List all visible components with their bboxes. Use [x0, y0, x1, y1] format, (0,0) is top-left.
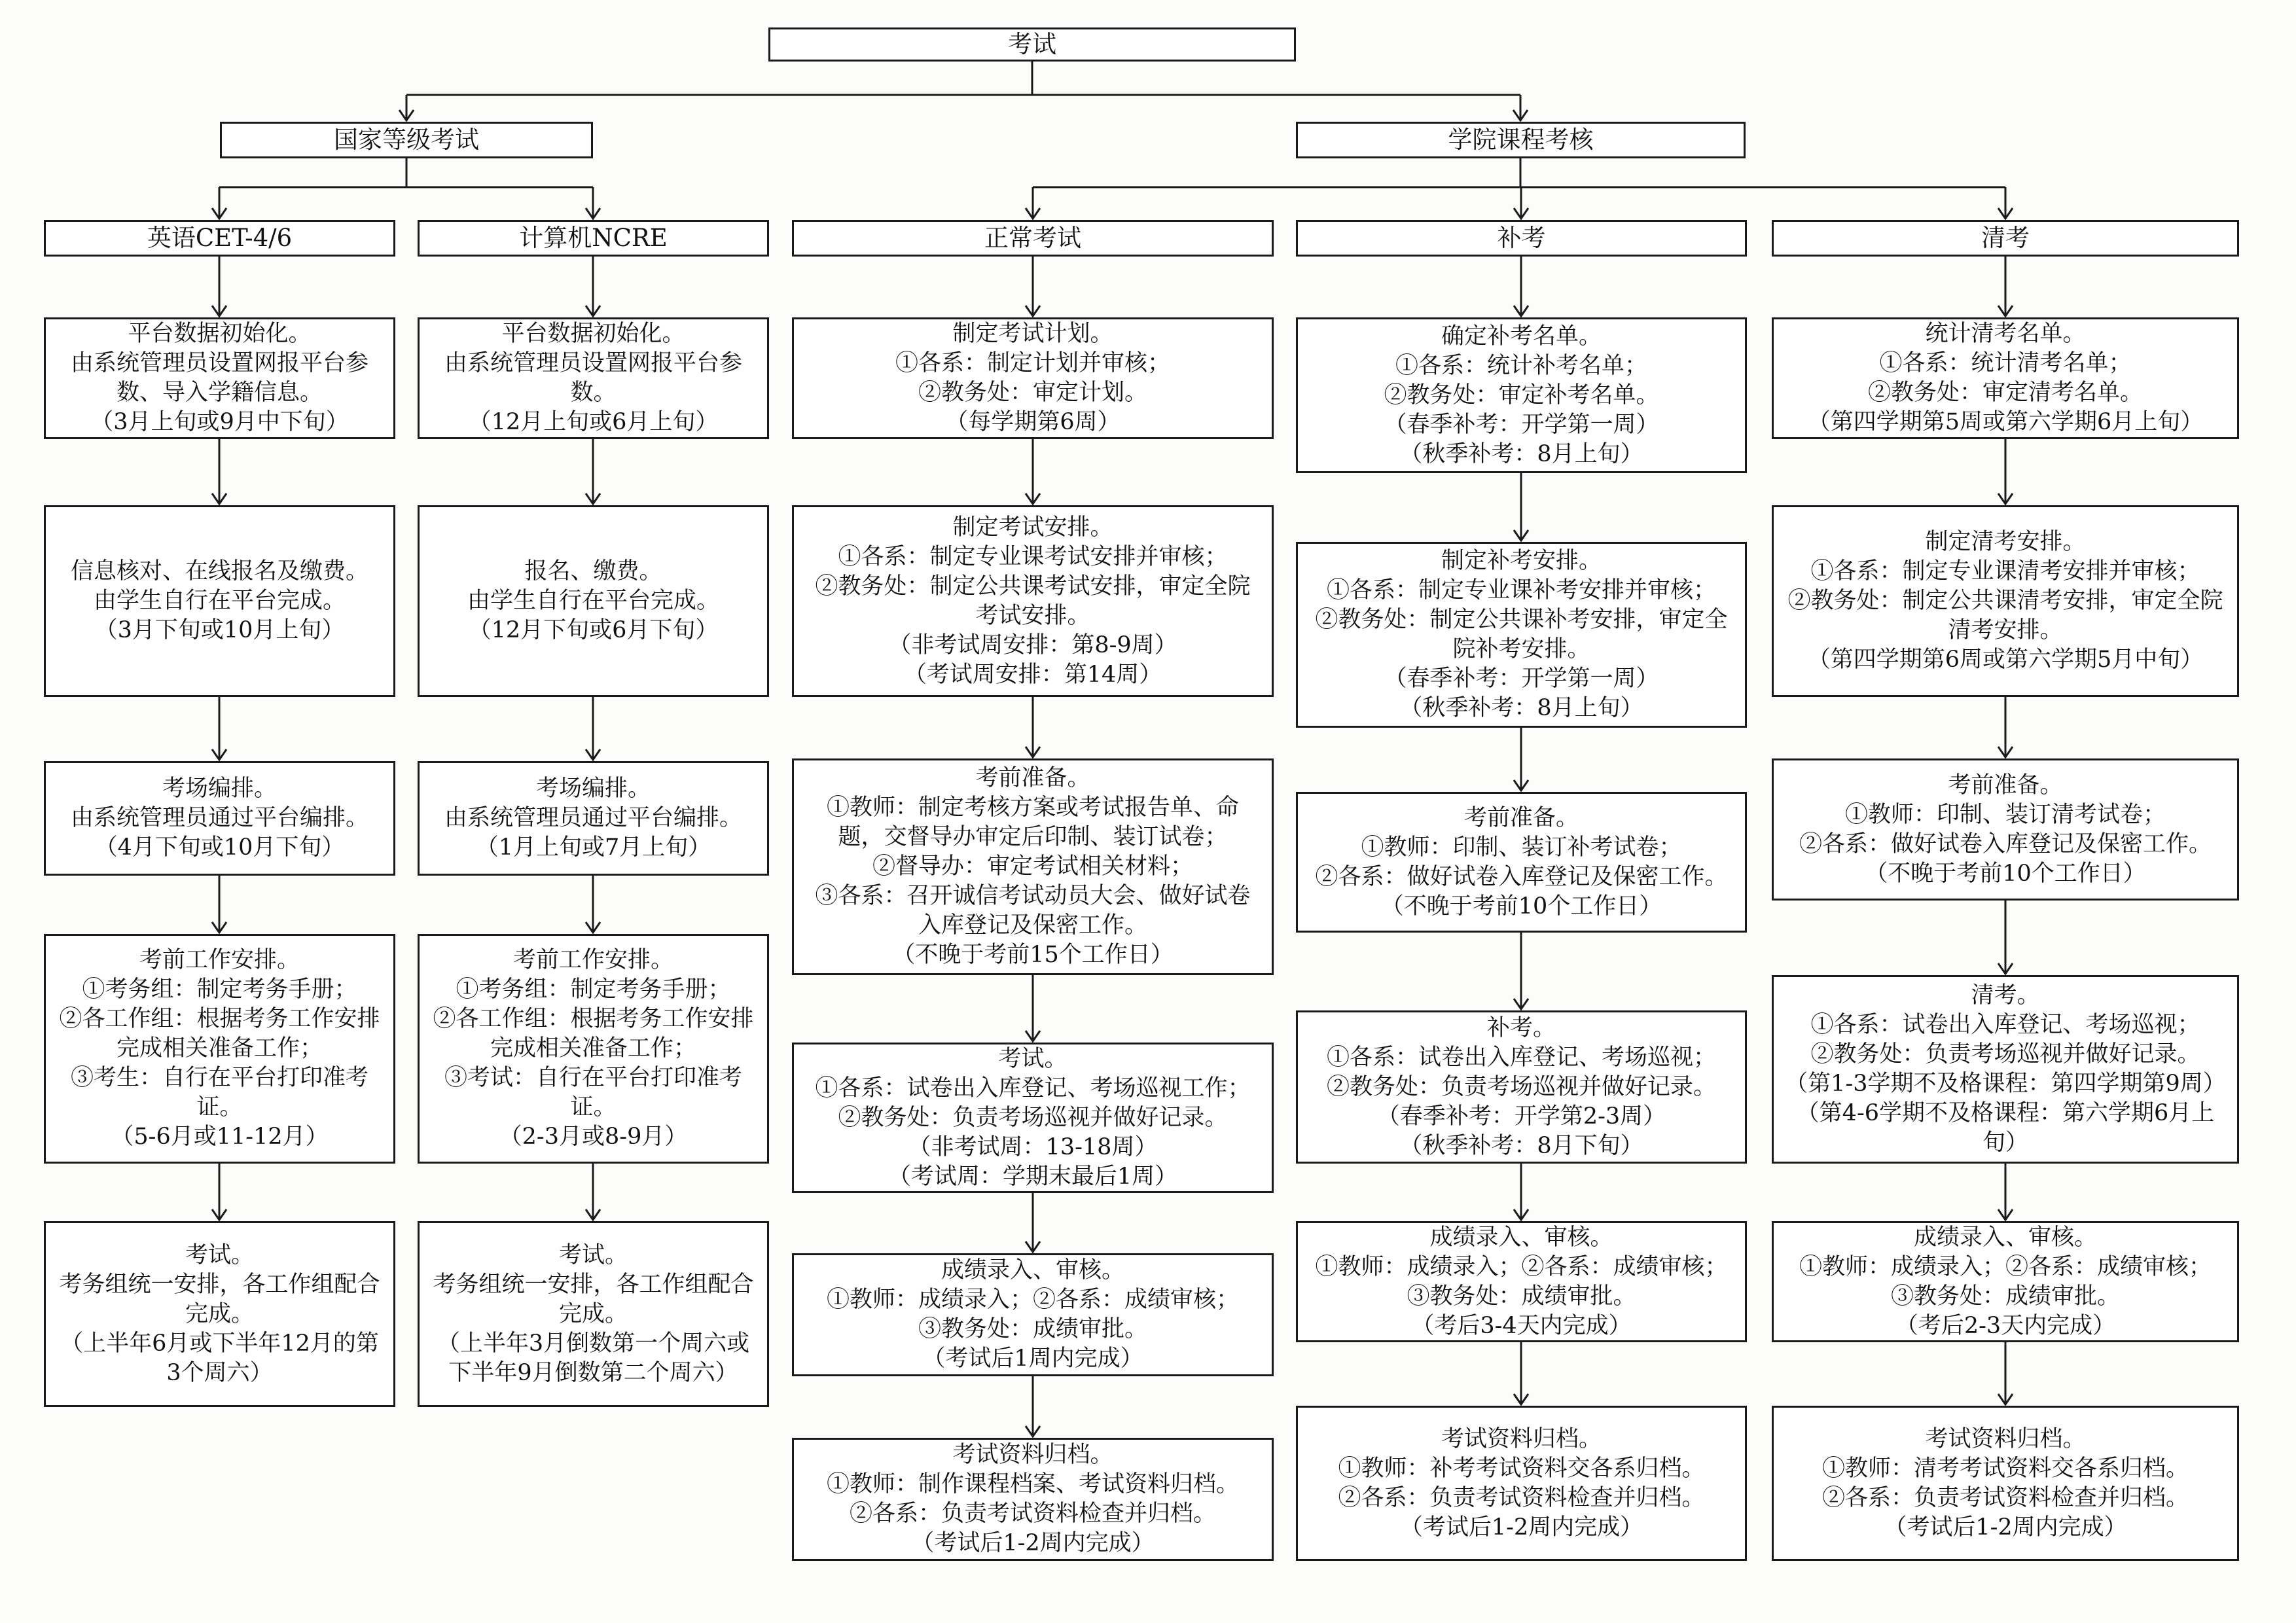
step-line: 成绩录入、审核。 — [1429, 1224, 1613, 1251]
step-line: （第1-3学期不及格课程：第四学期第9周） — [1785, 1071, 2226, 1097]
step-line: 由系统管理员设置网报平台参数。 — [444, 350, 742, 406]
step-line: （上半年6月或下半年12月的第3个周六） — [60, 1330, 379, 1386]
step-line: ②教务处：负责考场巡视并做好记录。 — [838, 1104, 1228, 1131]
step-line: （5-6月或11-12月） — [111, 1124, 329, 1150]
cet-step-room-arrangement — [44, 761, 395, 876]
step-line: 由系统管理员通过平台编排。 — [444, 805, 742, 831]
step-line: （考后2-3天内完成） — [1895, 1312, 2116, 1339]
flow-arrow — [1026, 187, 1040, 219]
flow-arrow — [1514, 473, 1528, 541]
step-line: （12月上旬或6月上旬） — [468, 409, 719, 435]
step-line: 平台数据初始化。 — [501, 321, 685, 347]
step-line: ②教务处：审定计划。 — [918, 380, 1147, 406]
regular-step-exam-plan — [792, 317, 1274, 439]
step-line: ②督导办：审定考试相关材料； — [872, 853, 1193, 880]
flow-arrow — [1026, 439, 1040, 504]
step-line: 制定考试计划。 — [952, 321, 1113, 347]
cet-header — [44, 220, 395, 257]
step-line: 考试。 — [998, 1045, 1067, 1072]
college-assessment-node — [1296, 122, 1746, 158]
cet-step-pre-exam-work — [44, 934, 395, 1164]
step-line: （3月上旬或9月中下旬） — [90, 409, 349, 435]
step-line: 考试。 — [185, 1241, 254, 1268]
step-line: ②各系：做好试卷入库登记及保密工作。 — [1799, 830, 2212, 857]
step-line: ①各系：试卷出入库登记、考场巡视； — [1810, 1012, 2200, 1038]
clearance-step-pre-exam-prep — [1772, 758, 2239, 901]
column-title: 正常考试 — [984, 224, 1081, 252]
step-line: （春季补考：开学第一周） — [1384, 666, 1659, 692]
step-line: ①教师：制定考核方案或考试报告单、命题，交督导办审定后印制、装订试卷； — [826, 794, 1239, 850]
flow-arrow — [586, 187, 600, 219]
step-line: 考前准备。 — [1948, 772, 2063, 798]
flow-arrow — [212, 439, 226, 504]
step-line: ②教务处：制定公共课考试安排，审定全院考试安排。 — [815, 573, 1251, 629]
flow-arrow — [212, 1164, 226, 1220]
step-line: （第四学期第6周或第六学期5月中旬） — [1807, 647, 2204, 673]
cet-step-registration — [44, 505, 395, 697]
step-line: 成绩录入、审核。 — [1913, 1224, 2097, 1251]
step-line: 补考。 — [1486, 1014, 1556, 1041]
flow-arrow — [586, 257, 600, 316]
step-line: （不晚于考前10个工作日） — [1380, 893, 1662, 919]
step-line: （春季补考：开学第2-3周） — [1376, 1103, 1666, 1130]
step-line: （考试后1-2周内完成） — [1884, 1514, 2127, 1541]
flow-arrow — [1026, 1193, 1040, 1252]
step-line: （考试周：学期末最后1周） — [888, 1163, 1178, 1190]
ncre-step-exam — [418, 1221, 769, 1407]
step-line: ①考务组：制定考务手册； — [82, 976, 357, 1003]
step-line: ③各系：召开诚信考试动员大会、做好试卷入库登记及保密工作。 — [815, 883, 1251, 938]
ncre-step-registration — [418, 505, 769, 697]
step-line: ①各系：制定计划并审核； — [895, 350, 1170, 376]
branch-title: 国家等级考试 — [334, 126, 479, 154]
flow-arrow — [586, 876, 600, 933]
makeup-step-grade-entry — [1296, 1221, 1747, 1342]
step-line: ①教师：成绩录入；②各系：成绩审核； — [1315, 1253, 1728, 1280]
flow-arrow — [1998, 439, 2013, 504]
step-line: 考试资料归档。 — [1441, 1425, 1602, 1452]
step-line: ③教务处：成绩审批。 — [1890, 1283, 2120, 1310]
clearance-step-archive — [1772, 1406, 2239, 1561]
step-line: （秋季补考：8月上旬） — [1399, 695, 1643, 721]
step-line: ①教师：印制、装订补考试卷； — [1361, 834, 1682, 861]
step-line: （非考试周：13-18周） — [908, 1133, 1158, 1160]
step-line: ②教务处：制定公共课补考安排，审定全院补考安排。 — [1315, 607, 1728, 662]
step-line: （春季补考：开学第一周） — [1384, 411, 1659, 438]
step-line: （考试后1-2周内完成） — [1399, 1514, 1643, 1541]
flow-arrow — [1514, 728, 1528, 791]
step-line: 考试。 — [558, 1241, 628, 1268]
national-exam-node — [220, 122, 593, 158]
flow-arrow — [1514, 1342, 1528, 1404]
step-line: ①各系：统计清考名单； — [1879, 350, 2132, 376]
flow-arrow — [1998, 1342, 2013, 1404]
column-title: 计算机NCRE — [519, 224, 668, 252]
step-line: ②教务处：负责考场巡视并做好记录。 — [1326, 1073, 1716, 1100]
step-line: 统计清考名单。 — [1925, 321, 2086, 347]
step-line: （秋季补考：8月上旬） — [1399, 440, 1643, 467]
step-line: 报名、缴费。 — [524, 558, 662, 584]
regular-exam-header — [792, 220, 1274, 257]
regular-step-grade-entry — [792, 1253, 1274, 1376]
flow-arrow — [212, 876, 226, 933]
step-line: 考试资料归档。 — [952, 1442, 1113, 1468]
makeup-step-pre-exam-prep — [1296, 792, 1747, 933]
regular-step-exam — [792, 1043, 1274, 1193]
step-line: 确定补考名单。 — [1441, 323, 1602, 349]
cet-step-exam — [44, 1221, 395, 1407]
step-line: 考前准备。 — [975, 765, 1090, 791]
step-line: （考后3-4天内完成） — [1411, 1312, 1632, 1339]
flow-arrow — [1026, 257, 1040, 316]
step-line: （考试周安排：第14周） — [903, 661, 1162, 688]
step-line: （不晚于考前10个工作日） — [1865, 860, 2146, 887]
cet-step-platform-init — [44, 317, 395, 439]
flow-arrow — [586, 439, 600, 504]
step-line: ②教务处：审定清考名单。 — [1867, 380, 2143, 406]
step-line: （上半年3月倒数第一个周六或下半年9月倒数第二个周六） — [437, 1330, 750, 1386]
step-line: 由学生自行在平台完成。 — [93, 588, 346, 614]
step-line: （每学期第6周） — [945, 409, 1121, 435]
step-line: （3月下旬或10月上旬） — [94, 617, 345, 643]
step-line: ②各系：做好试卷入库登记及保密工作。 — [1315, 863, 1728, 890]
step-line: 制定补考安排。 — [1441, 548, 1602, 574]
step-line: （不晚于考前15个工作日） — [892, 942, 1174, 968]
step-line: ②各工作组：根据考务工作安排完成相关准备工作； — [433, 1006, 754, 1061]
step-line: ②教务处：负责考场巡视并做好记录。 — [1810, 1041, 2200, 1067]
flow-arrow — [399, 95, 414, 120]
step-line: ①各系：试卷出入库登记、考场巡视； — [1326, 1044, 1716, 1071]
clearance-step-schedule — [1772, 505, 2239, 697]
step-line: ①各系：制定专业课清考安排并审核； — [1810, 558, 2200, 584]
root-exam-node — [768, 27, 1296, 62]
flow-arrow — [586, 1164, 600, 1220]
step-line: ③教务处：成绩审批。 — [1407, 1283, 1636, 1310]
step-line: 制定清考安排。 — [1925, 529, 2086, 555]
step-line: ②各工作组：根据考务工作安排完成相关准备工作； — [59, 1006, 380, 1061]
makeup-step-archive — [1296, 1406, 1747, 1561]
step-line: ①各系：制定专业课考试安排并审核； — [838, 543, 1228, 570]
ncre-step-platform-init — [418, 317, 769, 439]
flow-arrow — [1998, 697, 2013, 757]
step-line: 由系统管理员设置网报平台参数、导入学籍信息。 — [70, 350, 368, 406]
step-line: 考试资料归档。 — [1925, 1425, 2086, 1452]
branch-title: 学院课程考核 — [1448, 126, 1594, 154]
column-title: 英语CET-4/6 — [147, 224, 293, 252]
step-line: ②教务处：审定补考名单。 — [1384, 382, 1659, 408]
step-line: ③考试：自行在平台打印准考证。 — [444, 1065, 742, 1120]
step-line: ①教师：制作课程档案、考试资料归档。 — [826, 1471, 1239, 1497]
makeup-step-list — [1296, 317, 1747, 473]
root-title: 考试 — [1008, 30, 1056, 58]
step-line: 由系统管理员通过平台编排。 — [70, 805, 368, 831]
step-line: （第4-6学期不及格课程：第六学期6月上旬） — [1796, 1100, 2215, 1156]
flow-arrow — [1514, 933, 1528, 1009]
flow-arrow — [1514, 257, 1528, 316]
step-line: ①各系：制定专业课补考安排并审核； — [1326, 577, 1716, 603]
clearance-step-grade-entry — [1772, 1221, 2239, 1342]
ncre-header — [418, 220, 769, 257]
makeup-step-exam — [1296, 1010, 1747, 1164]
ncre-step-room-arrangement — [418, 761, 769, 876]
step-line: 考前准备。 — [1463, 804, 1579, 831]
step-line: ③教务处：成绩审批。 — [918, 1316, 1147, 1342]
step-line: ②教务处：制定公共课清考安排，审定全院清考安排。 — [1787, 588, 2223, 643]
step-line: 考前工作安排。 — [512, 947, 673, 973]
step-line: ①教师：成绩录入；②各系：成绩审核； — [826, 1287, 1239, 1313]
makeup-exam-header — [1296, 220, 1747, 257]
step-line: （第四学期第5周或第六学期6月上旬） — [1807, 409, 2204, 435]
step-line: 成绩录入、审核。 — [941, 1257, 1124, 1283]
step-line: 考场编排。 — [535, 776, 651, 802]
flow-arrow — [1026, 697, 1040, 757]
flow-arrow — [212, 187, 226, 219]
step-line: （非考试周安排：第8-9周） — [888, 632, 1177, 658]
step-line: ②各系：负责考试资料检查并归档。 — [1338, 1484, 1705, 1511]
flow-arrow — [1514, 1164, 1528, 1220]
step-line: （2-3月或8-9月） — [499, 1124, 688, 1150]
step-line: ①各系：统计补考名单； — [1395, 352, 1647, 379]
step-line: ①教师：成绩录入；②各系：成绩审核； — [1799, 1253, 2212, 1280]
flow-arrow — [1026, 975, 1040, 1041]
flow-arrow — [1998, 1164, 2013, 1220]
ncre-step-pre-exam-work — [418, 934, 769, 1164]
step-line: 由学生自行在平台完成。 — [467, 588, 719, 614]
step-line: 考场编排。 — [162, 776, 277, 802]
step-line: （考试后1周内完成） — [922, 1346, 1143, 1372]
step-line: 考务组统一安排，各工作组配合完成。 — [433, 1271, 754, 1327]
step-line: ②各系：负责考试资料检查并归档。 — [849, 1501, 1216, 1527]
flow-arrow — [1998, 187, 2013, 219]
clearance-exam-header — [1772, 220, 2239, 257]
makeup-step-schedule — [1296, 542, 1747, 728]
flow-arrow — [212, 697, 226, 760]
step-line: 考前工作安排。 — [139, 947, 300, 973]
step-line: 制定考试安排。 — [952, 514, 1113, 541]
flow-arrow — [586, 697, 600, 760]
flow-arrow — [1514, 187, 1528, 219]
flow-arrow — [212, 257, 226, 316]
step-line: ①各系：试卷出入库登记、考场巡视工作； — [815, 1075, 1251, 1101]
regular-step-pre-exam-prep — [792, 758, 1274, 975]
flow-arrow — [1026, 1376, 1040, 1436]
step-line: （4月下旬或10月下旬） — [94, 834, 345, 861]
step-line: 平台数据初始化。 — [128, 321, 312, 347]
step-line: ①教师：清考考试资料交各系归档。 — [1821, 1455, 2189, 1482]
regular-step-exam-schedule — [792, 505, 1274, 697]
step-line: ②各系：负责考试资料检查并归档。 — [1821, 1484, 2189, 1511]
column-title: 补考 — [1497, 224, 1546, 252]
flow-arrow — [1998, 257, 2013, 316]
step-line: 信息核对、在线报名及缴费。 — [70, 558, 368, 584]
flow-arrow — [1513, 95, 1528, 120]
clearance-step-exam — [1772, 975, 2239, 1164]
step-line: 考务组统一安排，各工作组配合完成。 — [59, 1271, 380, 1327]
step-line: （秋季补考：8月下旬） — [1399, 1132, 1643, 1159]
column-title: 清考 — [1981, 224, 2030, 252]
step-line: 清考。 — [1971, 982, 2040, 1008]
flow-arrow — [1998, 901, 2013, 974]
step-line: ③考生：自行在平台打印准考证。 — [70, 1065, 368, 1120]
step-line: ①教师：补考考试资料交各系归档。 — [1338, 1455, 1705, 1482]
clearance-step-list — [1772, 317, 2239, 439]
step-line: （考试后1-2周内完成） — [911, 1530, 1155, 1556]
step-line: （1月上旬或7月上旬） — [475, 834, 711, 861]
step-line: ①教师：印制、装订清考试卷； — [1844, 801, 2166, 828]
step-line: ①考务组：制定考务手册； — [456, 976, 731, 1003]
regular-step-archive — [792, 1438, 1274, 1561]
step-line: （12月下旬或6月下旬） — [468, 617, 719, 643]
